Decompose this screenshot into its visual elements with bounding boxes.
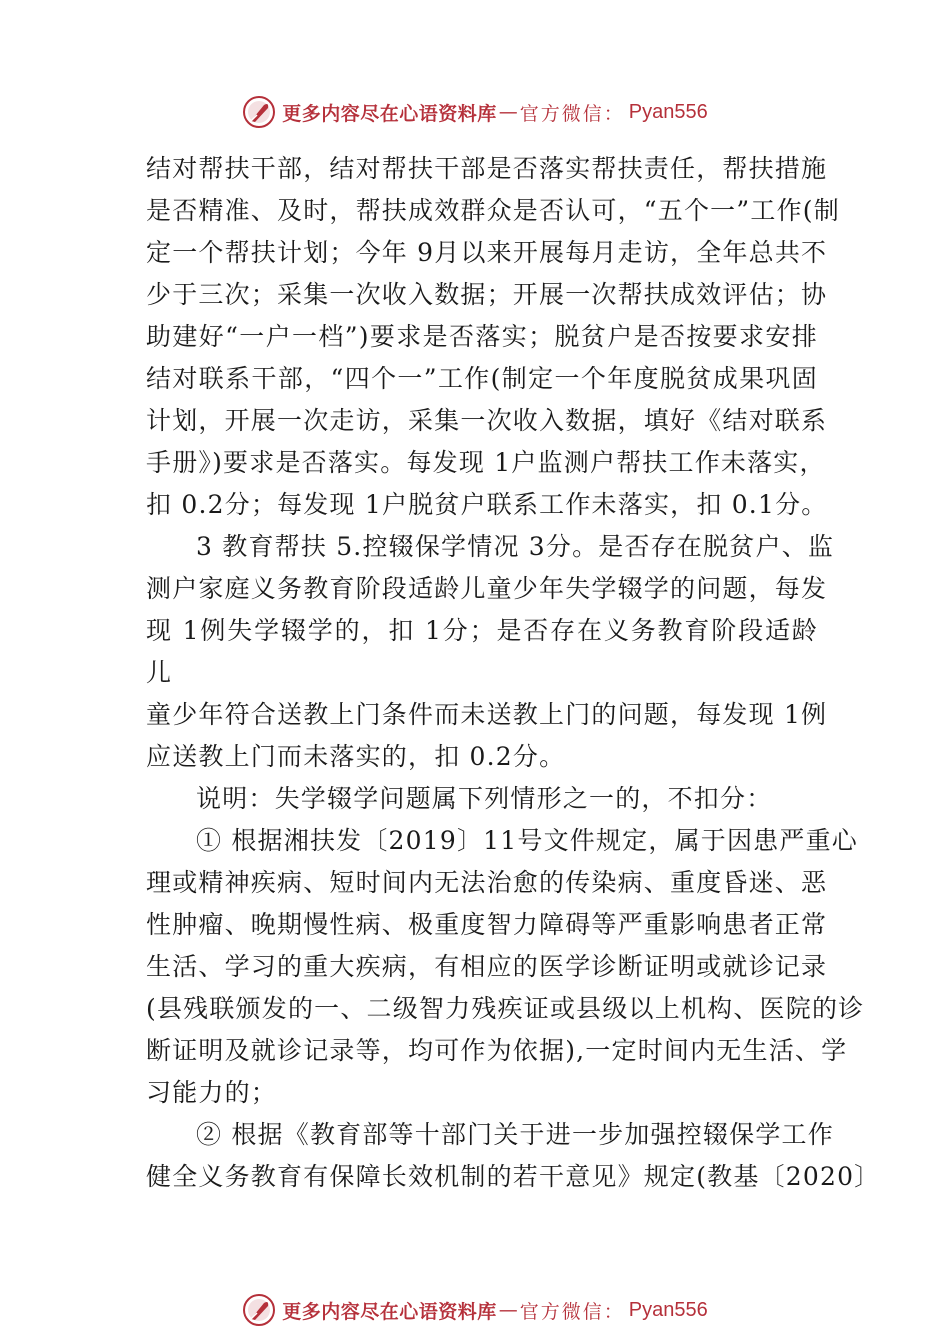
body-line: 理或精神疾病、短时间内无法治愈的传染病、重度昏迷、恶 [146, 868, 828, 897]
body-line: 助建好“一户一档”)要求是否落实；脱贫户是否按要求安排 [146, 322, 818, 351]
body-line: 少于三次；采集一次收入数据；开展一次帮扶成效评估；协 [146, 280, 828, 309]
body-line: 是否精准、及时，帮扶成效群众是否认可，“五个一”工作(制 [146, 196, 840, 225]
body-line: ② 根据《教育部等十部门关于进一步加强控辍保学工作 [196, 1120, 834, 1149]
footer-brand-text: 更多内容尽在心语资料库 [282, 1300, 497, 1323]
feather-pen-logo-icon [242, 95, 276, 129]
body-line: 断证明及就诊记录等，均可作为依据),一定时间内无生活、学 [146, 1036, 848, 1065]
body-line: 手册》)要求是否落实。每发现 1户监测户帮扶工作未落实， [146, 448, 826, 477]
body-line: 儿 [146, 658, 173, 687]
body-line: 生活、学习的重大疾病，有相应的医学诊断证明或就诊记录 [146, 952, 828, 981]
body-line: 童少年符合送教上门条件而未送教上门的问题，每发现 1例 [146, 700, 828, 729]
header-brand-text: 更多内容尽在心语资料库 [282, 102, 497, 125]
body-line: 定一个帮扶计划；今年 9月以来开展每月走访，全年总共不 [146, 238, 828, 267]
body-line: 结对联系干部，“四个一”工作(制定一个年度脱贫成果巩固 [146, 364, 818, 393]
body-line: 3 教育帮扶 5.控辍保学情况 3分。是否存在脱贫户、监 [196, 532, 835, 561]
header-banner [0, 92, 950, 132]
header-wechat-id: Pyan556 [628, 100, 708, 123]
body-line: 习能力的； [146, 1078, 278, 1107]
body-line: 计划，开展一次走访，采集一次收入数据，填好《结对联系 [146, 406, 828, 435]
body-line: 应送教上门而未落实的，扣 0.2分。 [146, 742, 566, 771]
body-line: 健全义务教育有保障长效机制的若干意见》规定(教基〔2020〕 [146, 1162, 881, 1191]
body-line: 现 1例失学辍学的，扣 1分；是否存在义务教育阶段适龄 [146, 616, 818, 645]
document-body [146, 148, 881, 1198]
header-dash: — [498, 101, 518, 123]
body-line: 测户家庭义务教育阶段适龄儿童少年失学辍学的问题，每发 [146, 574, 828, 603]
feather-pen-logo-icon [242, 1293, 276, 1327]
footer-wechat-label: 官方微信： [519, 1300, 625, 1323]
body-line: 结对帮扶干部，结对帮扶干部是否落实帮扶责任，帮扶措施 [146, 154, 828, 183]
body-line: (县残联颁发的一、二级智力残疾证或县级以上机构、医院的诊 [146, 994, 865, 1023]
footer-banner [0, 1290, 950, 1330]
body-line: 扣 0.2分；每发现 1户脱贫户联系工作未落实，扣 0.1分。 [146, 490, 828, 519]
footer-wechat-id: Pyan556 [628, 1298, 708, 1321]
body-line: 说明：失学辍学问题属下列情形之一的，不扣分： [196, 784, 773, 813]
body-line: ① 根据湘扶发〔2019〕11号文件规定，属于因患严重心 [196, 826, 858, 855]
header-wechat-label: 官方微信： [519, 102, 625, 125]
body-line: 性肿瘤、晚期慢性病、极重度智力障碍等严重影响患者正常 [146, 910, 828, 939]
footer-dash: — [498, 1299, 518, 1321]
